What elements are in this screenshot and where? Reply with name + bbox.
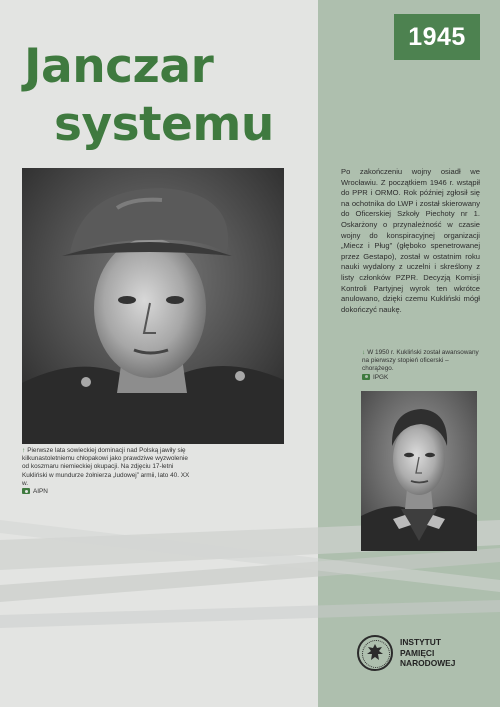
caption-text: Pierwsze lata sowieckiej dominacji nad Polską jawiły się kilkunastoletniemu chłopakowi jako prawdziwe wyzwolenie od koszmaru niemieckiej okupacji. Na zdjęciu 17-letni Kukliński w mundurze żołnierza „ludowej” armii, lato 40. XX w. [22, 447, 190, 487]
portrait-photo-officer [361, 391, 477, 551]
year-badge: 1945 [394, 14, 480, 60]
logo-line-1: INSTYTUT [400, 637, 441, 648]
caption-source: IPGK [373, 373, 389, 381]
second-photo-caption [362, 349, 482, 382]
logo-line-2: PAMIĘCI [400, 647, 435, 658]
title-line-1: Janczar [24, 39, 214, 94]
main-photo-caption [22, 447, 194, 496]
camera-icon [22, 488, 30, 494]
arrow-up-icon: ↑ [22, 447, 26, 454]
logo-line-3: NARODOWEJ [400, 658, 456, 669]
officer-illustration [361, 391, 477, 551]
caption-text: W 1950 r. Kukliński został awansowany na pierwszy stopień oficerski – chorążego. [362, 349, 479, 373]
body-paragraph: Po zakończeniu wojny osiadł we Wrocławiu. Z początkiem 1946 r. wstąpił do PPR i ORMO. Rok później zgłosił się na ochotnika do LWP i został skierowany do Oficerskiej Szkoły Piechoty nr 1. Oskarżony o przynależność w czasie wojny do konspiracyjnej organizacji „Miecz i Pług” (głęboko spenetrowanej przez Gestapo), został w ostatnim roku nauki wydalony z uczelni i skreślony z listy członków PZPR. Decyzją Komisji Kontroli Partyjnej wyrok ten wkrótce anulowano, dzięki czemu Kukliński mógł dokończyć naukę. [341, 167, 480, 314]
ipn-logo [357, 635, 455, 671]
arrow-down-icon: ↓ [362, 349, 366, 356]
caption-source: AIPN [33, 488, 48, 496]
title-line-2: systemu [54, 97, 274, 152]
portrait-illustration [22, 168, 284, 444]
eagle-icon [362, 640, 388, 666]
ipn-seal-icon [357, 635, 393, 671]
camera-icon [362, 374, 370, 380]
ipn-logo-text [400, 637, 455, 668]
page-title [24, 38, 274, 154]
portrait-photo-cap [22, 168, 284, 444]
